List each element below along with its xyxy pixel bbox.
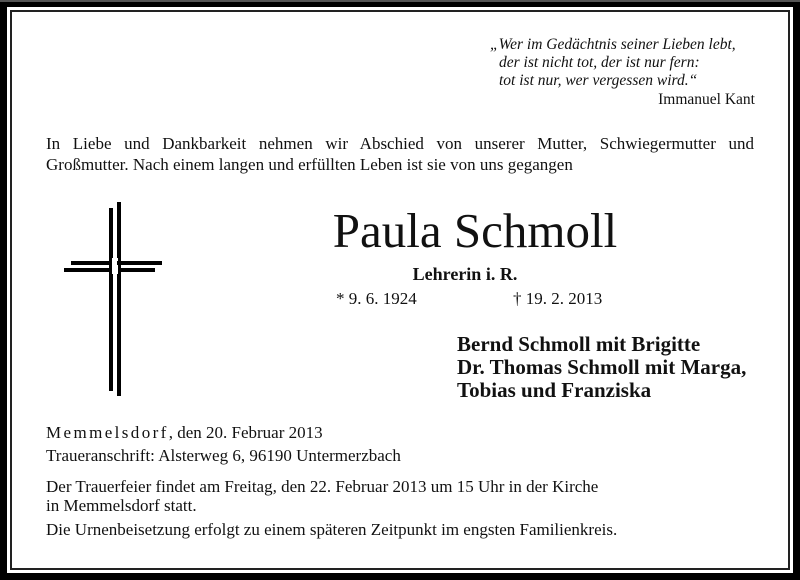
mourner-line: Tobias und Franziska xyxy=(457,378,652,402)
service-line: in Memmelsdorf statt. xyxy=(46,496,197,515)
deceased-name: Paula Schmoll xyxy=(332,203,618,258)
birth-date: * 9. 6. 1924 xyxy=(336,289,417,308)
service-line: Der Trauerfeier findet am Freitag, den 22. Februar 2013 um 15 Uhr in der Kirche xyxy=(46,477,599,496)
place: Memmelsdorf xyxy=(46,423,169,442)
quote-line: der ist nicht tot, der ist nur fern: xyxy=(499,54,700,71)
funeral-service-info xyxy=(46,477,666,515)
mourner-line: Bernd Schmoll mit Brigitte xyxy=(457,332,701,356)
death-date: † 19. 2. 2013 xyxy=(513,289,603,308)
date: , den 20. Februar 2013 xyxy=(168,423,323,442)
mourner-line: Dr. Thomas Schmoll mit Marga, xyxy=(457,355,747,379)
place-and-date xyxy=(46,423,323,443)
deceased-title: Lehrerin i. R. xyxy=(412,264,518,284)
quote-line: tot ist nur, wer vergessen wird.“ xyxy=(499,72,698,89)
intro-line: Großmutter. Nach einem langen und erfüllten Leben ist sie von uns gegangen xyxy=(46,155,573,174)
mourners-list xyxy=(457,333,746,402)
intro-line: In Liebe und Dankbarkeit nehmen wir Abschied von unserer Mutter, Schwiegermutter und xyxy=(46,134,754,153)
mourning-address: Traueranschrift: Alsterweg 6, 96190 Untermerzbach xyxy=(46,446,401,465)
quote-line: „Wer im Gedächtnis seiner Lieben lebt, xyxy=(490,36,736,53)
intro-paragraph xyxy=(46,133,754,175)
epigraph-quote xyxy=(490,36,770,90)
quote-author: Immanuel Kant xyxy=(658,91,755,108)
burial-info: Die Urnenbeisetzung erfolgt zu einem späteren Zeitpunkt im engsten Familienkreis. xyxy=(46,520,618,539)
